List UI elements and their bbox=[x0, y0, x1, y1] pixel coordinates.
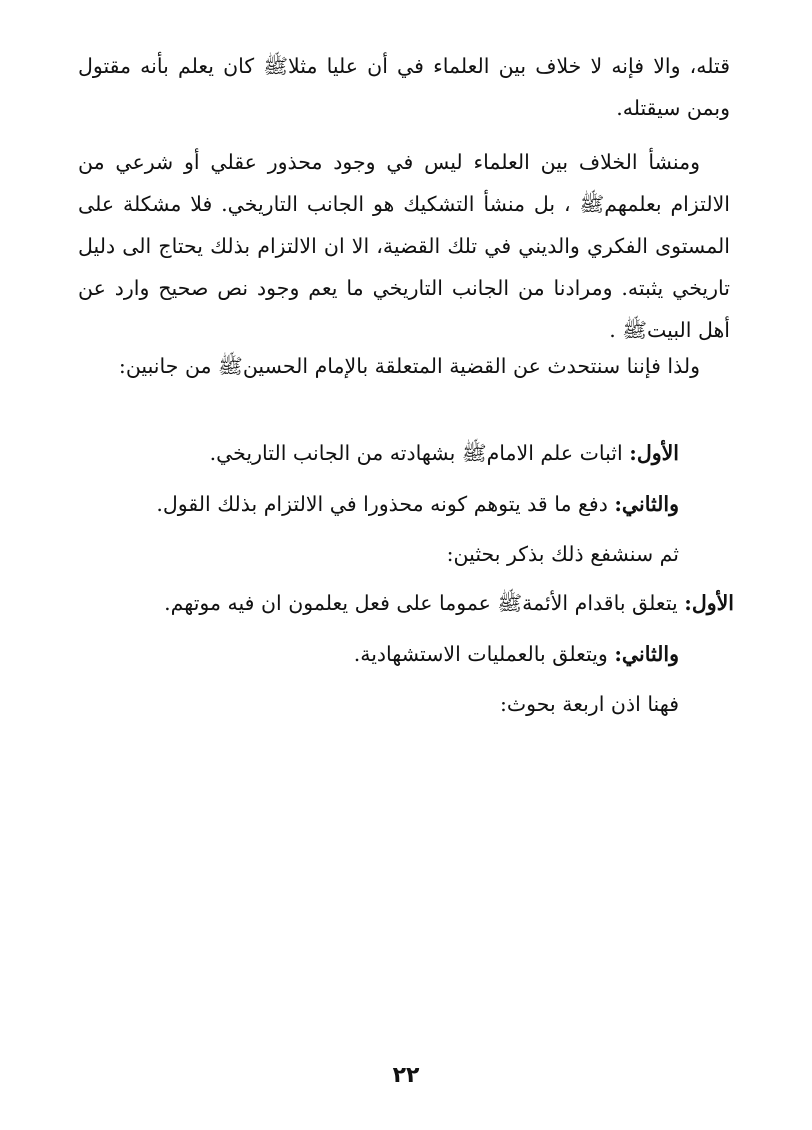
list-item-first-discussion bbox=[164, 582, 734, 624]
paragraph-1: قتله، والا فإنه لا خلاف بين العلماء في أن عليا مثلاﷺ كان يعلم بأنه مقتول وبمن سيقتله. bbox=[78, 54, 730, 120]
item-label: والثاني: bbox=[614, 642, 679, 666]
item-text: ثم سنشفع ذلك بذكر بحثين: bbox=[446, 542, 679, 566]
paragraph-3: ولذا فإننا سنتحدث عن القضية المتعلقة بالإمام الحسينﷺ من جانبين: bbox=[118, 354, 700, 378]
list-item-intro-discussions bbox=[447, 533, 679, 575]
page-number: ٢٢ bbox=[392, 1063, 420, 1088]
list-item-first-topic bbox=[210, 432, 679, 474]
item-text: يتعلق باقدام الأئمةﷺ عموما على فعل يعلمون ان فيه موتهم. bbox=[164, 591, 678, 615]
item-label: الأول: bbox=[629, 441, 679, 465]
list-item-second-topic bbox=[156, 483, 679, 525]
paragraph-2: ومنشأ الخلاف بين العلماء ليس في وجود محذور عقلي أو شرعي من الالتزام بعلمهمﷺ ، بل منشأ التشكيك هو الجانب التاريخي. فلا مشكلة على المستوى الفكري والديني في تلك القضية، الا ان الالتزام بذلك يحتاج الى دليل تاريخي يثبته. ومرادنا من الجانب التاريخي ما يعم وجود نص صحيح وارد عن أهل البيتﷺ . bbox=[78, 150, 730, 342]
item-text: اثبات علم الامامﷺ بشهادته من الجانب التاريخي. bbox=[209, 441, 623, 465]
item-text: فهنا اذن اربعة بحوث: bbox=[499, 692, 679, 716]
item-label: الأول: bbox=[684, 591, 734, 615]
list-item-second-discussion bbox=[354, 633, 679, 675]
item-text: ويتعلق بالعمليات الاستشهادية. bbox=[353, 642, 608, 666]
list-item-summary bbox=[500, 683, 679, 725]
item-text: دفع ما قد يتوهم كونه محذورا في الالتزام بذلك القول. bbox=[156, 492, 608, 516]
item-label: والثاني: bbox=[614, 492, 679, 516]
